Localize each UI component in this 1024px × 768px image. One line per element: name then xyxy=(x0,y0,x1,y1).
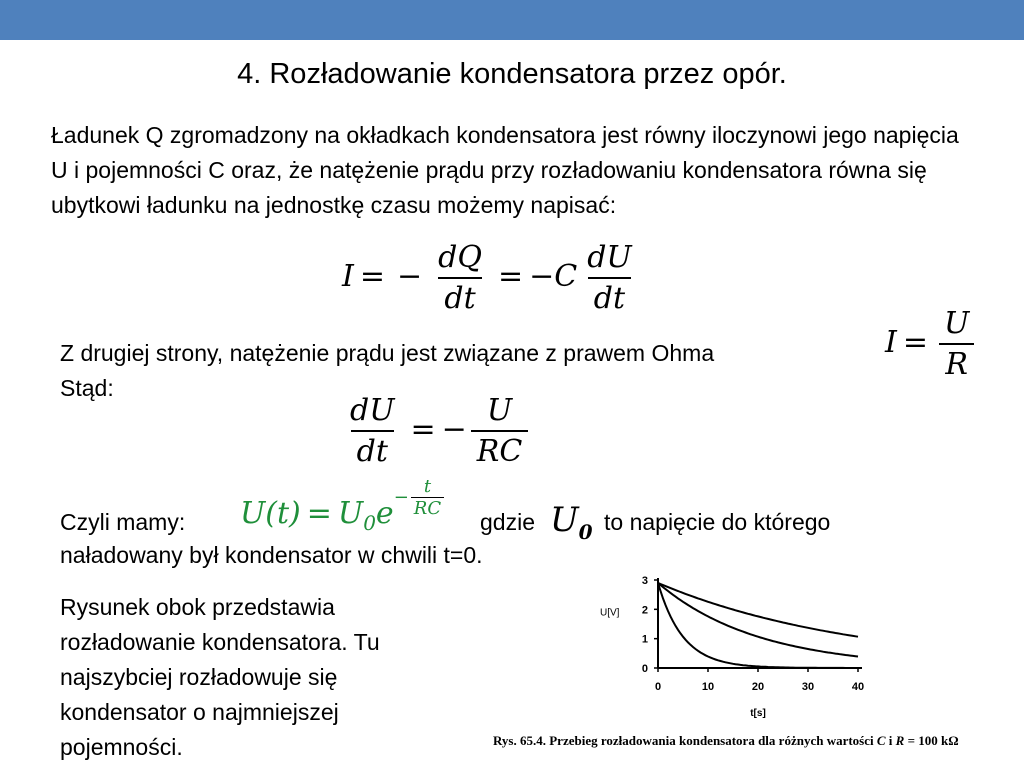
y-tick-label: 2 xyxy=(641,604,648,617)
minus-c-term: −C xyxy=(529,259,578,294)
x-tick-label: 30 xyxy=(801,681,815,693)
fraction-numerator: U xyxy=(486,393,513,428)
fraction-numerator: dU xyxy=(587,240,632,275)
fraction-numerator: dQ xyxy=(438,240,482,275)
x-tick-label: 0 xyxy=(654,681,662,693)
current-equation xyxy=(342,240,642,316)
fraction-denominator: dt xyxy=(438,277,481,316)
voltage-function: U(t) xyxy=(240,496,301,531)
hence-label: Stąd: xyxy=(60,375,114,401)
u0-letter: U xyxy=(550,500,579,540)
equals-sign: = xyxy=(359,259,385,294)
initial-voltage-subscript: 0 xyxy=(363,511,376,535)
u0-subscript: 0 xyxy=(578,519,593,544)
caption-r: R xyxy=(895,733,905,748)
x-axis-label: t[s] xyxy=(750,708,766,719)
y-tick-label: 0 xyxy=(641,663,648,675)
y-tick-label: 1 xyxy=(641,633,648,646)
fraction-denominator: dt xyxy=(351,430,394,469)
ohm-paragraph: Z drugiej strony, natężenie prądu jest związane z prawem Ohma xyxy=(60,340,715,366)
fraction-denominator: R xyxy=(939,343,974,382)
czyli-label: Czyli mamy: xyxy=(60,509,186,535)
t-rc-fraction xyxy=(411,476,444,519)
solution-equation xyxy=(240,476,446,539)
initial-voltage-symbol: U xyxy=(337,496,364,531)
fraction-denominator: RC xyxy=(471,430,529,469)
fraction-numerator: t xyxy=(423,476,432,497)
y-tick-label: 3 xyxy=(641,575,648,587)
voltage-description: to napięcie do którego xyxy=(604,509,831,535)
caption-and: i xyxy=(888,733,893,748)
ohm-law-equation xyxy=(885,306,979,382)
equals-sign: = xyxy=(902,325,928,360)
caption-c: C xyxy=(876,733,886,748)
discharge-curve-3 xyxy=(658,583,858,637)
fraction-denominator: RC xyxy=(411,497,444,519)
current-symbol: I xyxy=(342,259,354,294)
equals-sign: = xyxy=(497,259,524,294)
equals-sign: = xyxy=(306,496,332,531)
exponent-minus: − xyxy=(393,487,409,508)
u0-symbol xyxy=(550,500,593,544)
figure-caption xyxy=(493,733,959,749)
charged-at-t0-text: naładowany był kondensator w chwili t=0. xyxy=(60,542,483,568)
x-tick-label: 40 xyxy=(851,681,865,693)
fraction-numerator: dU xyxy=(350,393,395,428)
u-rc-fraction xyxy=(471,393,529,469)
exponential-base: e xyxy=(375,496,394,531)
caption-rest: = 100 kΩ xyxy=(907,733,959,748)
u-r-fraction xyxy=(938,306,975,382)
du-dt-fraction xyxy=(344,393,401,469)
x-tick-label: 20 xyxy=(751,681,765,693)
fraction-numerator: U xyxy=(944,306,970,341)
slide-title: 4. Rozładowanie kondensatora przez opór. xyxy=(237,58,787,90)
minus-sign: − xyxy=(441,412,467,447)
dq-dt-fraction xyxy=(432,240,488,316)
du-dt-fraction xyxy=(581,240,638,316)
minus-sign: − xyxy=(397,259,423,294)
gdzie-label: gdzie xyxy=(480,509,535,535)
header-bar xyxy=(0,0,1024,40)
y-axis-label: U[V] xyxy=(600,607,620,619)
current-symbol: I xyxy=(885,325,897,360)
exponent xyxy=(394,476,446,519)
caption-text: Rys. 65.4. Przebieg rozładowania kondensatora dla różnych wartości xyxy=(493,733,874,748)
equals-sign: = xyxy=(410,412,436,447)
fraction-denominator: dt xyxy=(588,277,631,316)
differential-equation xyxy=(340,393,532,469)
x-tick-label: 10 xyxy=(701,681,715,693)
intro-paragraph: Ładunek Q zgromadzony na okładkach kondensatora jest równy iloczynowi jego napięcia U i pojemności C oraz, że natężenie prądu przy rozładowaniu kondensatora równa się ubytkowi ładunku na jednostkę czasu możemy napisać: xyxy=(51,122,959,218)
figure-description: Rysunek obok przedstawia rozładowanie kondensatora. Tu najszybciej rozładowuje się kondensator o najmniejszej pojemności. xyxy=(60,594,380,760)
